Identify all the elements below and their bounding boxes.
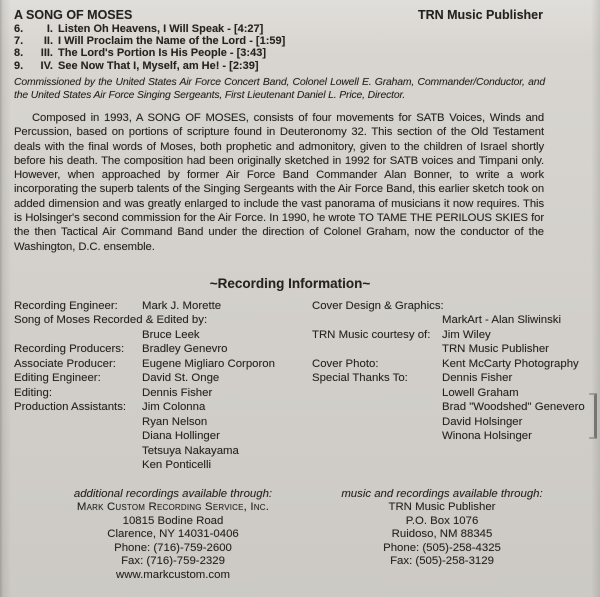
credit-row [312, 328, 592, 343]
credit-value: Bradley Genevro [142, 343, 228, 356]
credit-label: Editing Engineer: [14, 372, 101, 385]
movement-numeral: II. [43, 35, 53, 48]
mark-custom-address-block [38, 488, 308, 583]
credit-row [312, 299, 592, 314]
credit-row [14, 415, 312, 430]
credit-value: Ryan Nelson [142, 415, 208, 428]
credit-label: Recording Producers: [14, 343, 125, 356]
credit-label [312, 342, 442, 357]
credit-value: Bruce Leek [142, 328, 200, 341]
trn-address-block [322, 488, 562, 583]
credit-value: Dennis Fisher [442, 372, 513, 385]
publisher-name: TRN Music Publisher [417, 8, 543, 22]
credits-right-column [312, 299, 592, 473]
credit-label: Editing: [14, 386, 52, 399]
credit-row [14, 444, 312, 459]
credit-label [14, 458, 142, 473]
phone-line: Phone: (505)-258-4325 [383, 541, 501, 554]
track-row [14, 23, 600, 35]
credit-label [312, 313, 442, 328]
track-number: 6. [14, 23, 24, 35]
credit-label: Recording Engineer: [14, 299, 118, 312]
credit-row [14, 458, 312, 473]
credit-label [14, 429, 142, 444]
credit-row [14, 299, 312, 314]
credit-value: Dennis Fisher [142, 386, 213, 399]
credit-row [312, 313, 592, 328]
address-line: 10815 Bodine Road [122, 514, 224, 527]
credit-label: Song of Moses Recorded & Edited by: [14, 314, 208, 327]
credits-left-column [14, 299, 312, 473]
credit-label [14, 415, 142, 430]
credit-row [14, 429, 312, 444]
fax-line: Fax: (505)-258-3129 [390, 555, 494, 568]
credit-row [312, 386, 592, 401]
movement-numeral: IV. [40, 59, 53, 72]
credit-value: MarkArt - Alan Sliwinski [442, 314, 561, 327]
credit-row [312, 429, 592, 444]
page-header [0, 8, 600, 22]
credit-label [312, 400, 442, 415]
credit-row [14, 328, 312, 343]
track-list [0, 22, 600, 72]
credit-label: Special Thanks To: [312, 372, 408, 385]
credit-row [312, 400, 592, 415]
credit-value: David St. Onge [142, 372, 220, 385]
credit-value: Lowell Graham [442, 386, 519, 399]
track-title: See Now That I, Myself, am He! - [2:39] [58, 59, 259, 72]
credit-label: Associate Producer: [14, 357, 116, 370]
movement-numeral: I. [46, 23, 53, 35]
credit-value: Jim Wiley [442, 328, 491, 341]
address-intro: music and recordings available through: [341, 487, 543, 500]
credit-value: David Holsinger [442, 415, 523, 428]
credit-row [14, 342, 312, 357]
track-row [14, 60, 600, 72]
credit-label: Production Assistants: [14, 401, 127, 414]
credit-label: Cover Photo: [312, 357, 379, 370]
fax-line: Fax: (716)-759-2329 [121, 555, 225, 568]
credit-row [14, 400, 312, 415]
track-number: 8. [14, 47, 24, 60]
track-row [14, 35, 600, 47]
address-line: Ruidoso, NM 88345 [391, 528, 493, 541]
track-title: The Lord's Portion Is His People - [3:43] [58, 47, 266, 60]
credit-label [312, 415, 442, 430]
credit-label [312, 429, 442, 444]
track-number: 9. [14, 59, 24, 72]
track-row [14, 47, 600, 59]
credits-section [14, 299, 600, 473]
track-title: Listen Oh Heavens, I Will Speak - [4:27] [58, 23, 264, 35]
credit-value: Kent McCarty Photography [442, 357, 579, 370]
address-line: Clarence, NY 14031-0406 [107, 528, 239, 541]
credit-row [14, 371, 312, 386]
track-number: 7. [14, 35, 24, 48]
credit-row [312, 342, 592, 357]
address-line: P.O. Box 1076 [405, 514, 479, 527]
movement-numeral: III. [40, 47, 53, 60]
contact-addresses [0, 488, 600, 583]
credit-label [14, 328, 142, 343]
credit-row [312, 415, 592, 430]
credit-value: Winona Holsinger [442, 430, 532, 443]
credit-label: TRN Music courtesy of: [312, 328, 431, 341]
phone-line: Phone: (716)-759-2600 [114, 541, 232, 554]
credit-value: Eugene Migliaro Corporon [142, 357, 275, 370]
album-title: A SONG OF MOSES [14, 8, 133, 22]
company-name: TRN Music Publisher [388, 501, 496, 514]
track-title: I Will Proclaim the Name of the Lord - [1:59] [58, 35, 286, 48]
program-notes: Composed in 1993, A SONG OF MOSES, consists of four movements for SATB Voices, Winds and Percussion, based on portions of scripture found in Deuteronomy 32. This section of the Old Testament deals with the final words of Moses, both prophetic and admonitory, given to the children of Israel shortly before his death. The composition had been originally sketched in 1992 for SATB voices and Timpani only. However, when approached by former Air Force Band Commander Alan Bonner, to write a work incorporating the superb talents of the Singing Sergeants with the Air Force Band, this earlier sketch took on added dimension and was greatly enlarged to include the vast panorama of musicians it now requires. This is Holsinger's second commission for the Air Force. In 1990, he wrote TO TAME THE PERILOUS SKIES for the then Tactical Air Command Band under the direction of Colonel Graham, now the conductor of the Washington, D.C. ensemble. [14, 112, 544, 253]
website-line: www.markcustom.com [116, 568, 230, 581]
address-intro: additional recordings available through: [73, 487, 273, 500]
credit-row [14, 357, 312, 372]
credit-value: Jim Colonna [142, 401, 206, 414]
credit-row [312, 357, 592, 372]
credit-value: Brad "Woodshed" Genevero [442, 401, 585, 414]
credit-value: TRN Music Publisher [442, 343, 549, 356]
recording-information-heading: ~Recording Information~ [209, 275, 371, 291]
credit-value: Mark J. Morette [142, 299, 222, 312]
credit-label [14, 444, 142, 459]
commission-note: Commissioned by the United States Air Force Concert Band, Colonel Lowell E. Graham, Commander/Conductor, and the United States Air Force Singing Sergeants, First Lieutenant Daniel L. Price, Director. [14, 76, 545, 102]
credit-row [14, 313, 312, 328]
credit-label [312, 386, 442, 401]
credit-value: Tetsuya Nakayama [142, 444, 239, 457]
credit-row [312, 371, 592, 386]
scan-artifact [589, 393, 597, 439]
credit-value: Ken Ponticelli [142, 459, 212, 472]
company-name: Mark Custom Recording Service, Inc. [76, 501, 270, 514]
credit-value: Diana Hollinger [142, 430, 220, 443]
credit-row [14, 386, 312, 401]
credit-label: Cover Design & Graphics: [312, 299, 444, 312]
